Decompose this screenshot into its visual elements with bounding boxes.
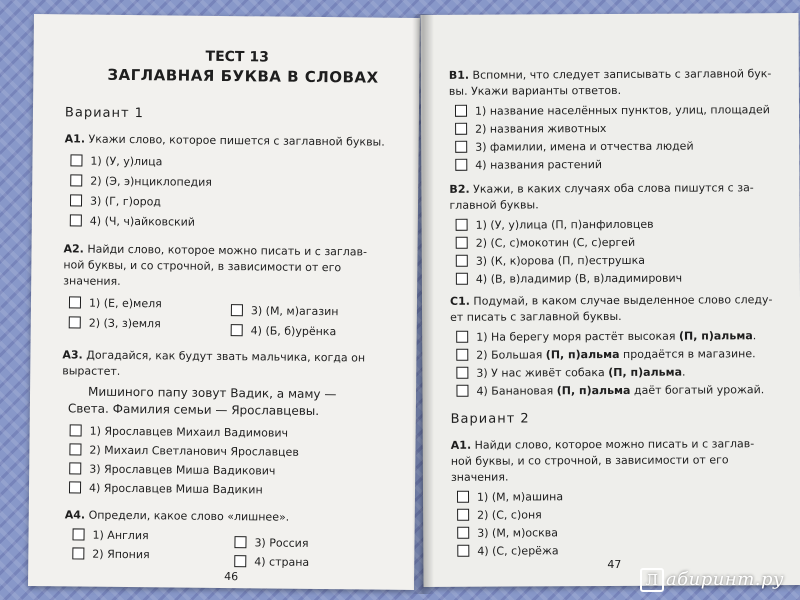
question-b1: [449, 67, 772, 83]
checkbox[interactable]: [70, 194, 82, 206]
checkbox[interactable]: [456, 219, 468, 231]
question-number: В1.: [448, 68, 470, 82]
a2-option[interactable]: [69, 316, 161, 331]
a2-option[interactable]: [231, 324, 337, 339]
option-label: 4) названия растений: [475, 158, 603, 172]
option-label: 4) (Б, б)урёнка: [250, 324, 337, 339]
option-label-end: продаётся в магазине.: [619, 347, 756, 361]
checkbox[interactable]: [456, 349, 468, 361]
question-a2: [63, 242, 367, 259]
left-page: [28, 14, 420, 590]
option-label-end: .: [681, 365, 686, 379]
a4-option[interactable]: [72, 528, 148, 543]
question-a3: [62, 348, 365, 365]
checkbox[interactable]: [456, 331, 468, 343]
option-label-end: даёт богатый урожай.: [630, 383, 765, 397]
option-label: 4) Банановая: [476, 384, 557, 398]
option-label: 1) Англия: [92, 528, 149, 543]
option-label: 4) Ярославцев Миша Вадикин: [88, 481, 263, 497]
question-b2: [449, 181, 753, 197]
question-a3-line2: вырастет.: [62, 364, 121, 378]
highlighted-word: (П, п)альма: [678, 329, 753, 343]
checkbox[interactable]: [231, 324, 243, 336]
option-label: 2) Большая: [476, 348, 546, 362]
question-a1-v2: [451, 437, 755, 453]
highlighted-word: (П, п)альма: [556, 383, 631, 398]
question-number: А1.: [64, 132, 86, 146]
question-a1-v2-line2: ной буквы, и со строчной, в зависимости от его: [450, 453, 729, 468]
question-b2-line2: главной буквы.: [449, 198, 539, 212]
b2-option[interactable]: [456, 272, 682, 287]
a3-option[interactable]: [69, 481, 263, 497]
option-label: 2) названия животных: [475, 122, 607, 136]
labirint-logo-icon: Л: [640, 568, 664, 592]
a1-option[interactable]: [70, 174, 212, 189]
checkbox[interactable]: [457, 527, 469, 539]
question-number: А3.: [62, 348, 83, 362]
checkbox[interactable]: [70, 424, 82, 436]
question-c1: [450, 293, 773, 309]
option-label: 1) Ярославцев Михаил Вадимович: [89, 424, 289, 440]
b1-option[interactable]: [455, 122, 606, 137]
b1-option[interactable]: [455, 140, 693, 155]
checkbox[interactable]: [72, 528, 84, 540]
question-text: Найди слово, которое можно писать и с заглав-: [474, 437, 755, 452]
question-a2-line3: значения.: [63, 274, 121, 288]
checkbox[interactable]: [457, 491, 469, 503]
checkbox[interactable]: [455, 141, 467, 153]
checkbox[interactable]: [69, 443, 81, 455]
option-label: 3) (М, м)агазин: [250, 304, 339, 319]
option-label: 3) Россия: [254, 536, 309, 550]
watermark-text: абиринт.ру: [665, 569, 784, 590]
variant-1-heading: Вариант 1: [64, 105, 145, 122]
b2-option[interactable]: [456, 236, 636, 251]
b1-option[interactable]: [455, 103, 770, 119]
b2-option[interactable]: [456, 218, 654, 233]
a4-option[interactable]: [234, 536, 308, 551]
option-label: 3) (М, м)осква: [477, 526, 559, 540]
checkbox[interactable]: [70, 174, 82, 186]
option-label: 1) (У, у)лица: [90, 154, 163, 169]
checkbox[interactable]: [456, 237, 468, 249]
checkbox[interactable]: [234, 555, 246, 567]
checkbox[interactable]: [456, 367, 468, 379]
test-subtitle: ЗАГЛАВНАЯ БУКВА В СЛОВАХ: [107, 65, 379, 87]
variant-2-heading: Вариант 2: [450, 411, 530, 427]
question-number: А1.: [450, 438, 472, 452]
story-line-1: Мишиного папу зовут Вадик, а маму —: [87, 384, 337, 402]
a2-option[interactable]: [231, 304, 339, 319]
question-b1-line2: вы. Укажи варианты ответов.: [448, 83, 622, 98]
checkbox[interactable]: [70, 154, 82, 166]
test-title: ТЕСТ 13: [205, 48, 269, 66]
highlighted-word: (П, п)альма: [608, 365, 683, 380]
option-label: 4) страна: [254, 555, 310, 569]
option-label: 2) (С, с)оня: [477, 508, 542, 522]
question-a4: [65, 508, 290, 524]
option-label: 2) (З, з)емля: [88, 316, 161, 331]
book-gutter: [412, 14, 434, 594]
a1-v2-option[interactable]: [457, 544, 558, 559]
checkbox[interactable]: [69, 481, 81, 493]
checkbox[interactable]: [69, 462, 81, 474]
checkbox[interactable]: [69, 296, 81, 308]
c1-option[interactable]: [456, 383, 764, 399]
checkbox[interactable]: [456, 385, 468, 397]
question-text: Определи, какое слово «лишнее».: [88, 508, 290, 524]
question-text: Найди слово, которое можно писать и с заглав-: [87, 242, 368, 259]
option-label: 3) (К, к)орова (П, п)еструшка: [475, 253, 646, 268]
a3-option[interactable]: [70, 424, 289, 440]
question-text: Догадайся, как будут звать мальчика, когда он: [86, 348, 366, 365]
checkbox[interactable]: [456, 255, 468, 267]
question-c1-line2: ет писать с заглавной буквы.: [450, 309, 622, 324]
c1-option[interactable]: [456, 366, 685, 381]
checkbox[interactable]: [455, 105, 467, 117]
question-a1: [65, 132, 385, 149]
a3-option[interactable]: [69, 462, 275, 478]
question-a2-line2: ной буквы, и со строчной, в зависимости от его: [63, 258, 342, 275]
watermark-logo: [640, 568, 784, 592]
a1-option[interactable]: [70, 214, 195, 229]
question-number: А4.: [64, 508, 86, 522]
story-line-2: Света. Фамилия семьи — Ярославцевы.: [67, 401, 320, 419]
checkbox[interactable]: [457, 545, 469, 557]
open-book: [8, 14, 798, 594]
checkbox[interactable]: [456, 273, 468, 285]
checkbox[interactable]: [231, 304, 243, 316]
checkbox[interactable]: [455, 123, 467, 135]
b2-option[interactable]: [456, 254, 645, 269]
question-text: Подумай, в каком случае выделенное слово следу-: [473, 293, 773, 308]
option-label: 1) (Е, е)меля: [88, 296, 162, 311]
option-label: 3) фамилии, имена и отчества людей: [475, 139, 694, 154]
a4-option[interactable]: [72, 547, 149, 562]
a1-option[interactable]: [70, 154, 162, 169]
checkbox[interactable]: [455, 159, 467, 171]
option-label: 1) название населённых пунктов, улиц, площадей: [474, 103, 770, 118]
b1-option[interactable]: [455, 158, 602, 173]
question-text: Укажи, в каких случаях оба слова пишутся с за-: [473, 181, 754, 196]
option-label: 4) (С, с)ерёжа: [477, 544, 559, 558]
question-a1-v2-line3: значения.: [450, 470, 509, 484]
option-label: 1) (У, у)лица (П, п)анфиловцев: [475, 217, 654, 232]
a1-v2-option[interactable]: [457, 508, 542, 522]
right-page: [421, 13, 800, 587]
question-text: Вспомни, что следует записывать с заглавной бук-: [472, 67, 772, 82]
c1-option[interactable]: [456, 329, 756, 345]
option-label: 3) У нас живёт собака: [476, 366, 609, 380]
checkbox[interactable]: [69, 316, 81, 328]
question-number: С1.: [449, 294, 470, 308]
question-text: Укажи слово, которое пишется с заглавной буквы.: [88, 132, 385, 149]
option-label: 3) Ярославцев Миша Вадикович: [89, 462, 276, 478]
option-label: 2) (С, с)мокотин (С, с)ергей: [475, 235, 636, 250]
checkbox[interactable]: [234, 536, 246, 548]
highlighted-word: (П, п)альма: [545, 347, 620, 362]
a1-v2-option[interactable]: [457, 490, 563, 505]
a3-option[interactable]: [69, 443, 299, 459]
page-number-left: 46: [224, 570, 239, 584]
c1-option[interactable]: [456, 347, 755, 363]
a2-option[interactable]: [69, 296, 162, 311]
option-label: 4) (Ч, ч)айковский: [89, 214, 196, 229]
option-label: 2) (Э, э)нциклопедия: [90, 174, 212, 189]
a4-option[interactable]: [234, 555, 309, 570]
question-number: А2.: [63, 242, 84, 256]
option-label: 1) (М, м)ашина: [476, 490, 564, 504]
a1-option[interactable]: [70, 194, 161, 209]
option-label: 4) (В, в)ладимир (В, в)ладимирович: [475, 271, 683, 286]
question-number: В2.: [449, 182, 470, 196]
option-label: 1) На берегу моря растёт высокая: [476, 329, 680, 344]
checkbox[interactable]: [70, 214, 82, 226]
option-label-end: .: [752, 329, 757, 343]
page-number-right: 47: [607, 557, 622, 572]
option-label: 2) Япония: [92, 547, 150, 562]
checkbox[interactable]: [457, 509, 469, 521]
a1-v2-option[interactable]: [457, 526, 558, 541]
checkbox[interactable]: [72, 547, 84, 559]
option-label: 2) Михаил Светланович Ярославцев: [89, 443, 299, 459]
option-label: 3) (Г, г)ород: [89, 194, 162, 209]
